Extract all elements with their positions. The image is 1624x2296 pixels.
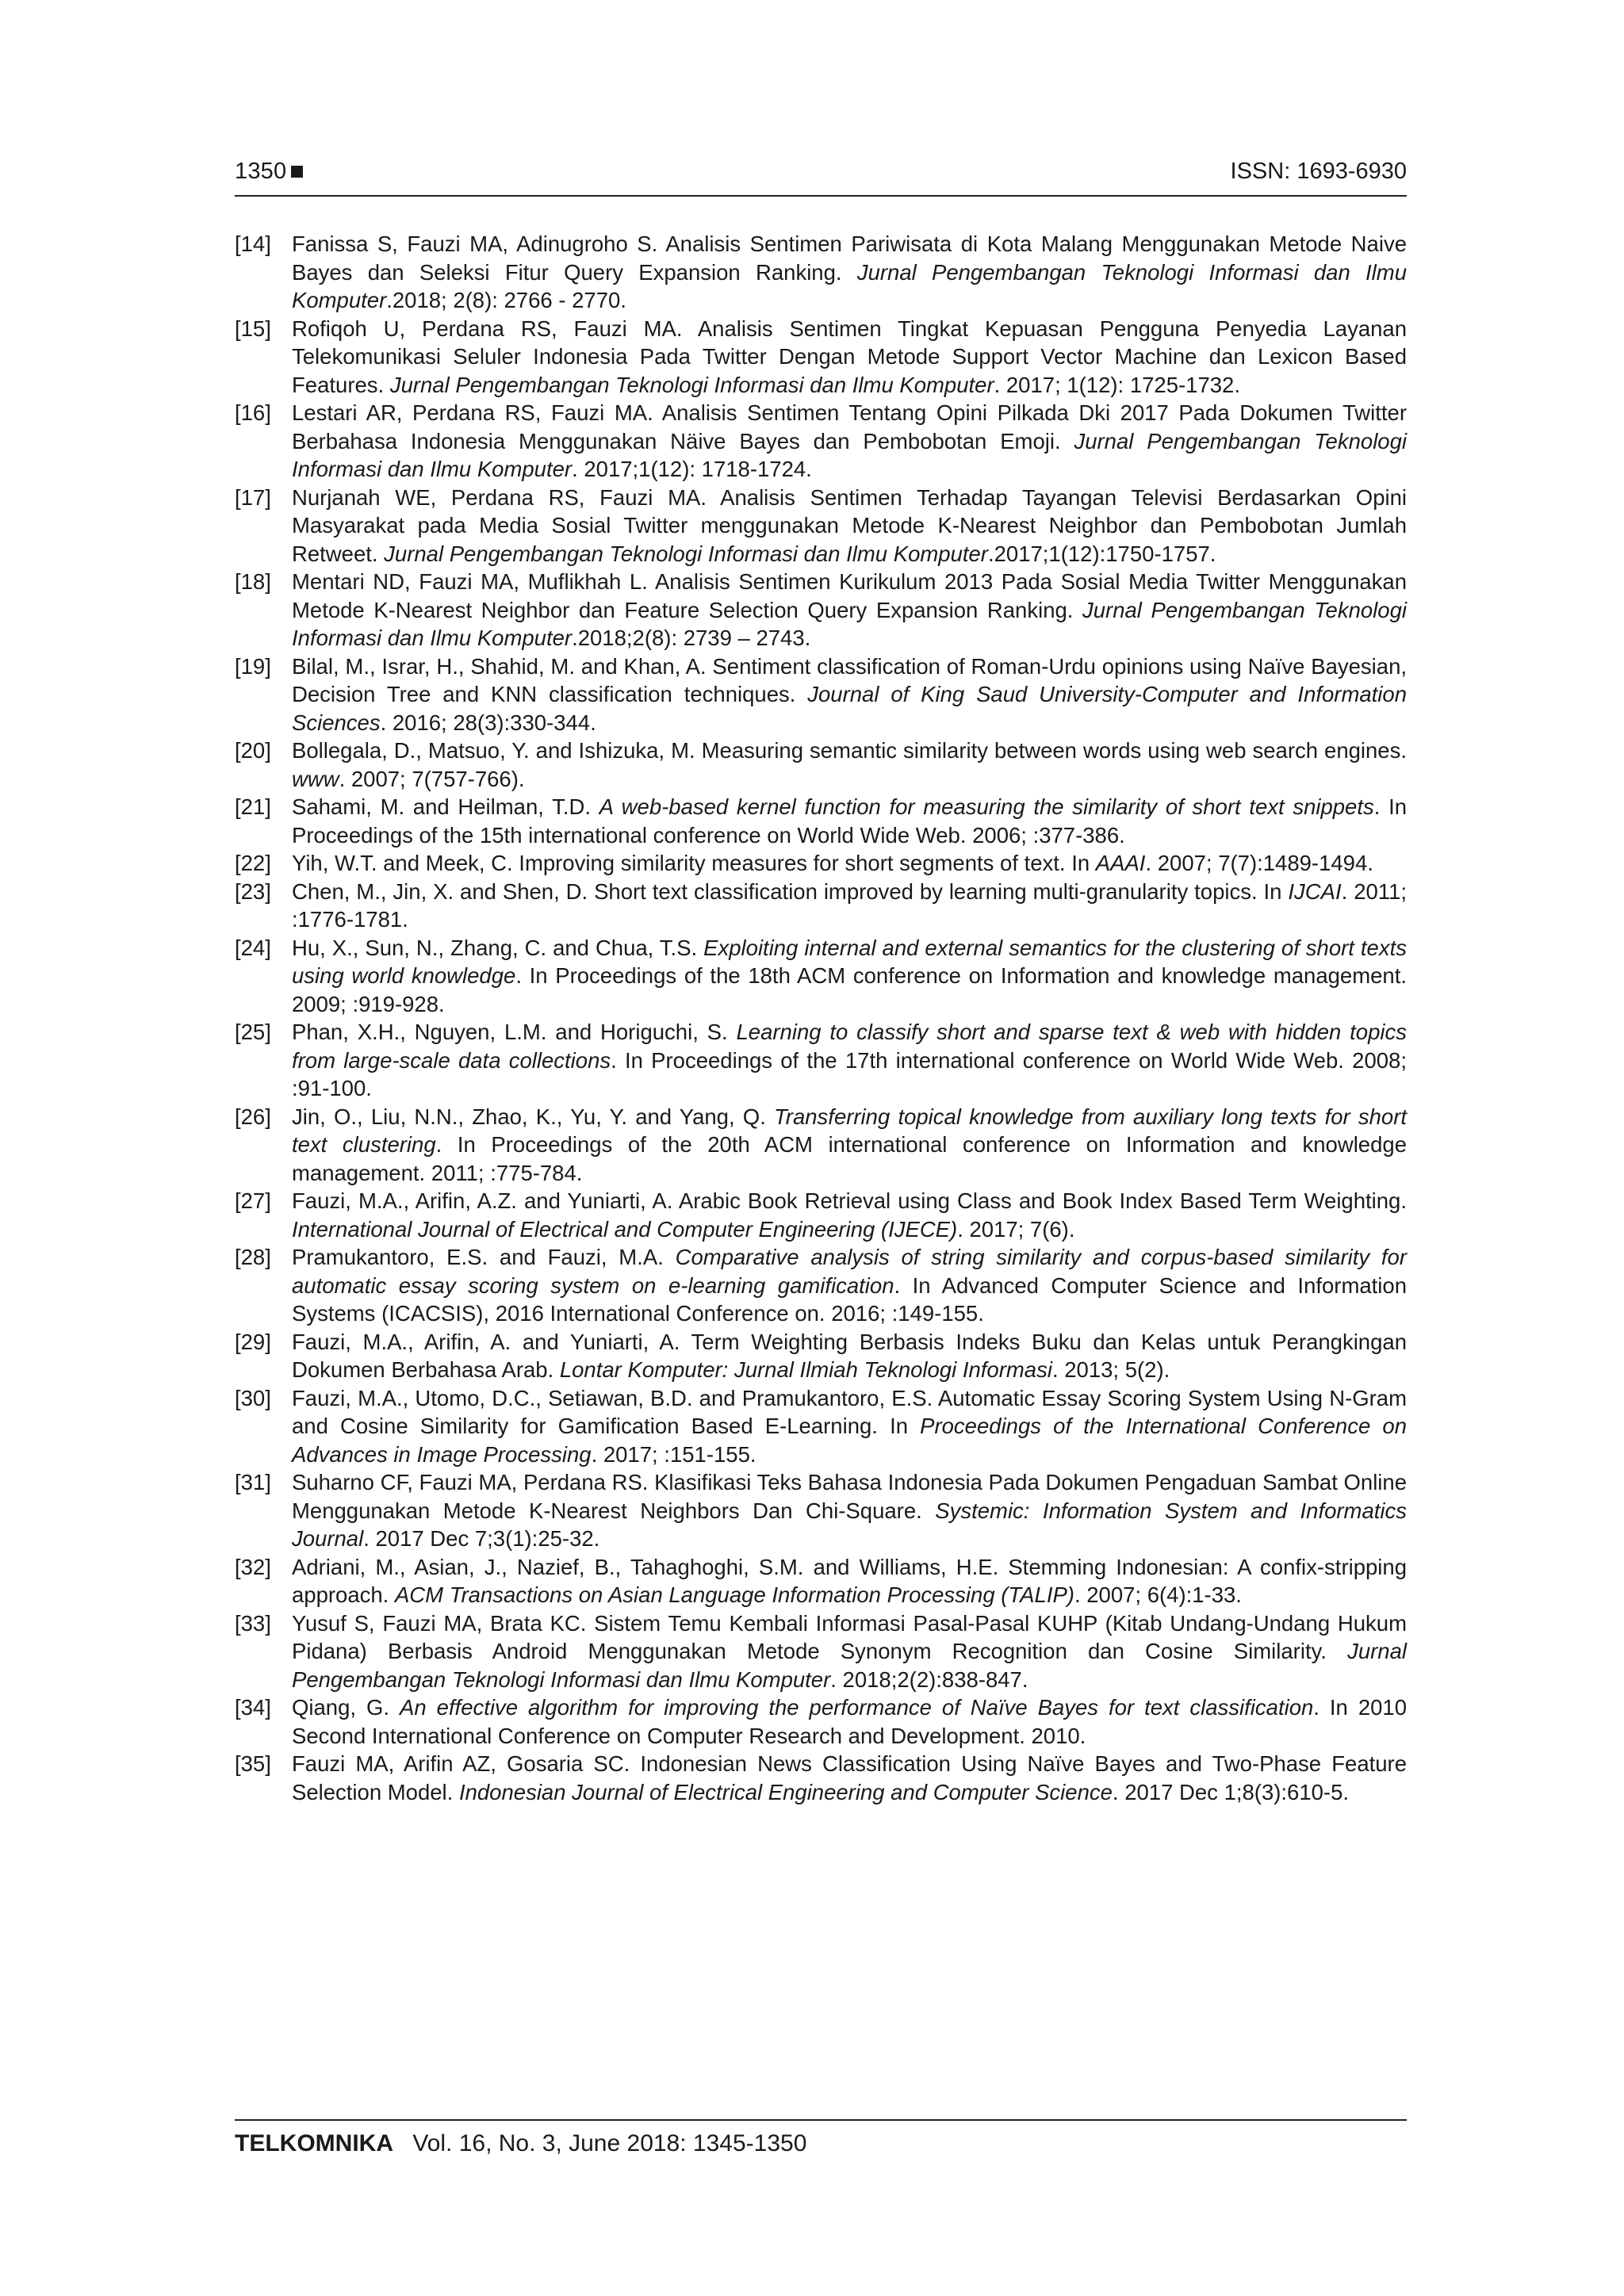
reference-number: [22] <box>235 851 271 875</box>
reference-text <box>292 851 1373 875</box>
reference-number: [21] <box>235 794 271 819</box>
reference-item <box>235 1384 1407 1469</box>
reference-details: . 2018;2(2):838-847. <box>830 1667 1028 1692</box>
reference-item <box>235 315 1407 400</box>
journal-name: TELKOMNIKA <box>235 2130 393 2156</box>
reference-authors-title: Suharno CF, Fauzi MA, Perdana RS. Klasifikasi Teks Bahasa Indonesia Pada Dokumen Pengaduan Sambat Online Menggunakan Metode K-Nearest Neighbors Dan Chi-Square. <box>292 1470 1407 1523</box>
reference-source: IJCAI <box>1288 878 1342 904</box>
reference-source: Transferring topical knowledge from auxiliary long texts for short text clustering <box>292 1104 1407 1157</box>
reference-details: . In Proceedings of the 18th ACM conference on Information and knowledge management. 2009; :919-928. <box>292 963 1407 1016</box>
reference-details: . 2017; :151-155. <box>591 1441 756 1467</box>
reference-source: International Journal of Electrical and Computer Engineering (IJECE) <box>292 1216 958 1242</box>
page-footer <box>235 2119 1407 2157</box>
reference-details: . In Proceedings of the 15th international conference on World Wide Web. 2006; :377-386. <box>292 794 1408 848</box>
reference-item <box>235 1609 1407 1694</box>
issn-label: ISSN: 1693-6930 <box>1230 159 1407 184</box>
reference-item <box>235 1018 1407 1103</box>
reference-details: .2018;2(8): 2739 – 2743. <box>572 626 811 650</box>
reference-details: . In Proceedings of the 17th international conference on World Wide Web. 2008; :91-100. <box>292 1047 1407 1100</box>
reference-source: Jurnal Pengembangan Teknologi Informasi dan Ilmu Komputer <box>292 1639 1407 1692</box>
reference-item <box>235 399 1407 484</box>
reference-text <box>292 654 1407 735</box>
reference-text <box>292 1695 1407 1748</box>
reference-authors-title: Pramukantoro, E.S. and Fauzi, M.A. <box>292 1245 676 1269</box>
reference-item <box>235 737 1407 793</box>
reference-number: [14] <box>235 232 271 256</box>
reference-number: [28] <box>235 1245 271 1269</box>
reference-authors-title: Yih, W.T. and Meek, C. Improving similarity measures for short segments of text. In <box>292 851 1096 875</box>
reference-source: A web-based kernel function for measuring the similarity of short text snippets <box>599 794 1374 819</box>
reference-authors-title: Bilal, M., Israr, H., Shahid, M. and Khan, A. Sentiment classification of Roman-Urdu opinions using Naïve Bayesian, Decision Tree and KNN classification techniques. <box>292 653 1407 706</box>
reference-details: .2017;1(12):1750-1757. <box>987 541 1216 566</box>
reference-source: Exploiting internal and external semantics for the clustering of short texts using world knowledge <box>292 935 1407 988</box>
reference-item <box>235 1750 1407 1806</box>
reference-source: Comparative analysis of string similarity and corpus-based similarity for automatic essay scoring system on e-learning gamification <box>292 1245 1407 1298</box>
reference-text <box>292 1104 1407 1185</box>
reference-number: [19] <box>235 653 271 679</box>
reference-source: Journal of King Saud University-Computer and Information Sciences <box>292 682 1407 735</box>
reference-text <box>292 879 1407 932</box>
reference-item <box>235 484 1407 568</box>
reference-authors-title: Mentari ND, Fauzi MA, Muflikhah L. Analisis Sentimen Kurikulum 2013 Pada Sosial Media Twitter Menggunakan Metode K-Nearest Neighbor dan Feature Selection Query Expansion Ranking. <box>292 569 1407 622</box>
reference-number: [26] <box>235 1104 271 1129</box>
reference-authors-title: Fauzi, M.A., Arifin, A.Z. and Yuniarti, A. Arabic Book Retrieval using Class and Book Index Based Term Weighting. <box>292 1188 1407 1213</box>
reference-text <box>292 1470 1407 1551</box>
reference-item <box>235 1553 1407 1609</box>
reference-authors-title: Fanissa S, Fauzi MA, Adinugroho S. Analisis Sentimen Pariwisata di Kota Malang Menggunakan Metode Naive Bayes dan Seleksi Fitur Query Expansion Ranking. <box>292 232 1407 285</box>
reference-number: [20] <box>235 738 271 763</box>
page-number: 1350 <box>235 159 303 185</box>
reference-details: . 2017; 7(6). <box>957 1216 1075 1242</box>
reference-text <box>292 1751 1407 1804</box>
reference-source: AAAI <box>1095 851 1146 875</box>
reference-number: [27] <box>235 1188 271 1213</box>
reference-details: . 2017 Dec 1;8(3):610-5. <box>1112 1779 1350 1804</box>
reference-item <box>235 934 1407 1019</box>
reference-item <box>235 1468 1407 1553</box>
reference-number: [18] <box>235 569 271 594</box>
reference-item <box>235 652 1407 737</box>
reference-text <box>292 1188 1407 1242</box>
reference-details: . 2017; 1(12): 1725-1732. <box>994 372 1240 397</box>
reference-authors-title: Yusuf S, Fauzi MA, Brata KC. Sistem Temu Kembali Informasi Pasal-Pasal KUHP (Kitab Undang-Undang Hukum Pidana) Berbasis Android Menggunakan Metode Synonym Recognition dan Cosine Similarity. <box>292 1610 1407 1663</box>
reference-text <box>292 936 1407 1016</box>
reference-list <box>235 230 1407 1806</box>
reference-text <box>292 1245 1407 1326</box>
reference-number: [34] <box>235 1695 271 1720</box>
reference-text <box>292 316 1407 397</box>
reference-text <box>292 1330 1407 1383</box>
reference-details: . In Proceedings of the 20th ACM international conference on Information and knowledge management. 2011; :775-784. <box>292 1132 1407 1185</box>
reference-source: ACM Transactions on Asian Language Information Processing (TALIP) <box>394 1582 1074 1607</box>
reference-authors-title: Bollegala, D., Matsuo, Y. and Ishizuka, M. Measuring semantic similarity between words using web search engines. <box>292 738 1407 763</box>
reference-source: Proceedings of the International Conference on Advances in Image Processing <box>292 1414 1407 1467</box>
reference-item <box>235 1103 1407 1188</box>
reference-details: . 2007; 6(4):1-33. <box>1074 1582 1242 1607</box>
reference-source: Systemic: Information System and Informatics Journal <box>292 1498 1407 1551</box>
reference-number: [16] <box>235 400 271 425</box>
reference-details: . 2011; :1776-1781. <box>292 878 1407 932</box>
reference-item <box>235 1328 1407 1384</box>
reference-details: . In 2010 Second International Conference on Computer Research and Development. 2010. <box>292 1695 1407 1748</box>
reference-details: .2018; 2(8): 2766 - 2770. <box>386 288 626 312</box>
reference-source: Lontar Komputer: Jurnal Ilmiah Teknologi Informasi <box>559 1357 1052 1382</box>
reference-details: . 2016; 28(3):330-344. <box>380 710 596 735</box>
reference-authors-title: Hu, X., Sun, N., Zhang, C. and Chua, T.S. <box>292 935 704 960</box>
reference-item <box>235 878 1407 934</box>
reference-number: [29] <box>235 1329 271 1354</box>
reference-number: [35] <box>235 1751 271 1776</box>
reference-number: [32] <box>235 1554 271 1579</box>
reference-number: [33] <box>235 1610 271 1636</box>
reference-number: [15] <box>235 316 271 341</box>
reference-number: [24] <box>235 935 271 960</box>
reference-text <box>292 485 1407 566</box>
issue-citation: Vol. 16, No. 3, June 2018: 1345-1350 <box>412 2130 807 2156</box>
reference-authors-title: Qiang, G. <box>292 1695 400 1720</box>
reference-text <box>292 400 1407 481</box>
reference-source: Jurnal Pengembangan Teknologi Informasi dan Ilmu Komputer <box>389 372 994 397</box>
reference-text <box>292 1386 1407 1467</box>
reference-text <box>292 1555 1407 1608</box>
reference-details: . 2013; 5(2). <box>1051 1357 1170 1382</box>
reference-number: [30] <box>235 1385 271 1410</box>
reference-authors-title: Nurjanah WE, Perdana RS, Fauzi MA. Analisis Sentimen Terhadap Tayangan Televisi Berdasarkan Opini Masyarakat pada Media Sosial Twitter menggunakan Metode K-Nearest Neighbor dan Pembobotan Jumlah Retweet. <box>292 484 1407 566</box>
reference-source: www <box>292 766 339 791</box>
reference-number: [17] <box>235 484 271 510</box>
reference-item <box>235 793 1407 849</box>
reference-source: Jurnal Pengembangan Teknologi Informasi dan Ilmu Komputer <box>292 597 1407 650</box>
reference-source: Jurnal Pengembangan Teknologi Informasi dan Ilmu Komputer <box>292 428 1407 481</box>
reference-text <box>292 1020 1407 1100</box>
reference-item <box>235 1187 1407 1243</box>
reference-number: [25] <box>235 1020 271 1044</box>
reference-authors-title: Rofiqoh U, Perdana RS, Fauzi MA. Analisis Sentimen Tingkat Kepuasan Pengguna Penyedia Layanan Telekomunikasi Seluler Indonesia Pada Twitter Dengan Metode Support Vector Machine dan Lexicon Based Features. <box>292 316 1407 397</box>
reference-details: . 2007; 7(7):1489-1494. <box>1145 851 1373 875</box>
reference-source: Jurnal Pengembangan Teknologi Informasi dan Ilmu Komputer <box>384 541 988 566</box>
reference-text <box>292 738 1407 791</box>
square-bullet-icon <box>291 166 303 178</box>
reference-authors-title: Jin, O., Liu, N.N., Zhao, K., Yu, Y. and Yang, Q. <box>292 1104 775 1129</box>
reference-authors-title: Fauzi, M.A., Arifin, A. and Yuniarti, A. Term Weighting Berbasis Indeks Buku dan Kelas untuk Perangkingan Dokumen Berbahasa Arab. <box>292 1329 1407 1382</box>
reference-text <box>292 1611 1407 1692</box>
reference-authors-title: Chen, M., Jin, X. and Shen, D. Short text classification improved by learning multi-granularity topics. In <box>292 878 1289 904</box>
reference-text <box>292 232 1407 312</box>
reference-authors-title: Lestari AR, Perdana RS, Fauzi MA. Analisis Sentimen Tentang Opini Pilkada Dki 2017 Pada Dokumen Twitter Berbahasa Indonesia Menggunakan Näive Bayes dan Pembobotan Emoji. <box>292 400 1407 453</box>
reference-details: . 2017 Dec 7;3(1):25-32. <box>363 1526 600 1551</box>
reference-number: [23] <box>235 878 271 904</box>
reference-details: . 2007; 7(757-766). <box>339 766 525 791</box>
reference-number: [31] <box>235 1470 271 1494</box>
reference-item <box>235 1243 1407 1328</box>
reference-authors-title: Fauzi, M.A., Utomo, D.C., Setiawan, B.D. and Pramukantoro, E.S. Automatic Essay Scoring System Using N-Gram and Cosine Similarity for Gamification Based E-Learning. In <box>292 1385 1407 1438</box>
reference-item <box>235 849 1407 878</box>
reference-text <box>292 569 1407 650</box>
reference-source: An effective algorithm for improving the performance of Naïve Bayes for text classification <box>400 1695 1314 1720</box>
reference-authors-title: Adriani, M., Asian, J., Nazief, B., Tahaghoghi, S.M. and Williams, H.E. Stemming Indonesian: A confix-stripping approach. <box>292 1554 1407 1607</box>
reference-source: Indonesian Journal of Electrical Engineering and Computer Science <box>458 1779 1113 1804</box>
reference-item <box>235 230 1407 315</box>
reference-details: . In Advanced Computer Science and Information Systems (ICACSIS), 2016 International Conference on. 2016; :149-155. <box>292 1272 1407 1326</box>
reference-item <box>235 1693 1407 1750</box>
reference-source: Jurnal Pengembangan Teknologi Informasi dan Ilmu Komputer <box>292 259 1407 312</box>
page-header <box>235 155 1407 197</box>
reference-authors-title: Fauzi MA, Arifin AZ, Gosaria SC. Indonesian News Classification Using Naïve Bayes and Two-Phase Feature Selection Model. <box>292 1751 1407 1804</box>
reference-item <box>235 568 1407 652</box>
reference-details: . 2017;1(12): 1718-1724. <box>572 457 812 481</box>
reference-text <box>292 794 1407 848</box>
reference-authors-title: Phan, X.H., Nguyen, L.M. and Horiguchi, S. <box>292 1020 737 1044</box>
reference-authors-title: Sahami, M. and Heilman, T.D. <box>292 794 599 819</box>
reference-source: Learning to classify short and sparse text & web with hidden topics from large-scale data collections <box>292 1020 1407 1073</box>
